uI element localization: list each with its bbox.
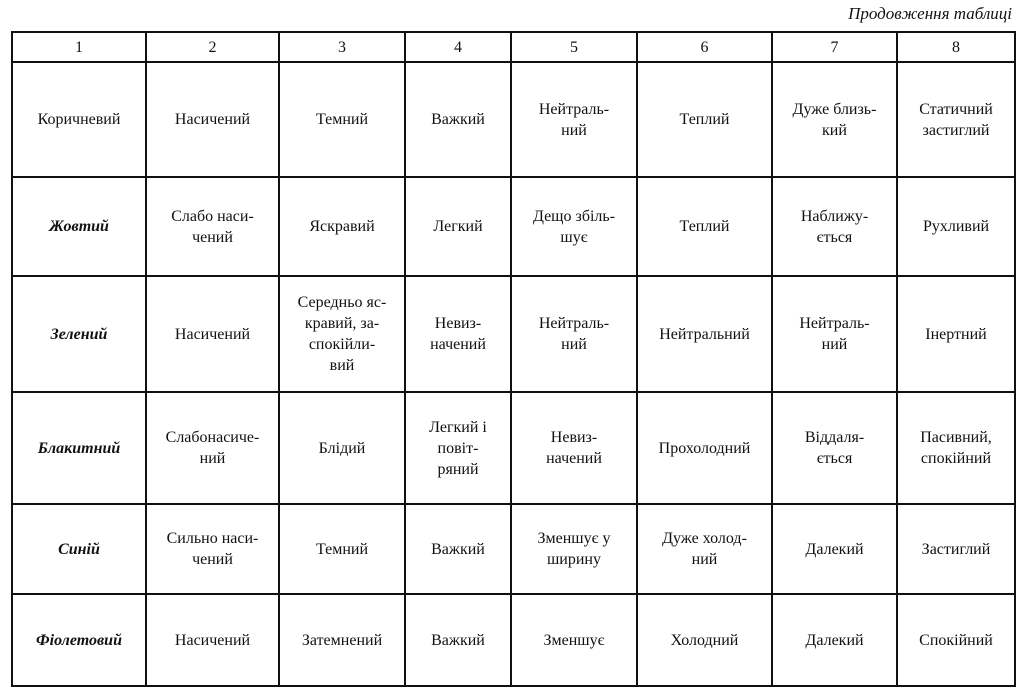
cell-text: Далекий	[805, 540, 864, 558]
cell-text: Зменшує у ширину	[537, 530, 611, 568]
cell-text: Рухливий	[922, 218, 990, 235]
table-cell	[772, 177, 897, 276]
color-name-cell	[12, 62, 146, 177]
cell-text: Блідий	[318, 439, 366, 457]
table-cell	[897, 276, 1015, 392]
column-number-5: 5	[511, 32, 637, 62]
cell-text: Слабо наси- чений	[171, 207, 254, 246]
color-name-text: Жовтий	[49, 218, 109, 235]
color-name-cell	[12, 276, 146, 392]
cell-text: Нейтраль- ний	[538, 100, 610, 139]
cell-text: Дуже близь- кий	[792, 100, 877, 139]
cell-text: Пасивний, спокійний	[920, 429, 992, 467]
table-row	[12, 392, 1015, 504]
table-cell	[511, 177, 637, 276]
table-cell	[897, 504, 1015, 594]
table-continuation-caption: Продовження таблиці	[848, 4, 1012, 23]
cell-text: Теплий	[679, 111, 730, 128]
cell-text: Слабонасиче- ний	[165, 429, 260, 467]
table-cell	[279, 504, 405, 594]
table-cell	[897, 62, 1015, 177]
table-row	[12, 504, 1015, 594]
table-cell	[772, 62, 897, 177]
cell-text: Невиз- начений	[546, 429, 602, 467]
column-number-1: 1	[12, 32, 146, 62]
column-number-3: 3	[279, 32, 405, 62]
table-cell	[146, 62, 279, 177]
column-number-7: 7	[772, 32, 897, 62]
table-cell	[405, 276, 511, 392]
table-cell	[637, 276, 772, 392]
table-row	[12, 594, 1015, 686]
table-cell	[146, 276, 279, 392]
table-cell	[637, 504, 772, 594]
table-cell	[405, 62, 511, 177]
table-cell	[146, 594, 279, 686]
color-name-cell	[12, 594, 146, 686]
table-cell	[511, 594, 637, 686]
table-cell	[772, 504, 897, 594]
cell-text: Сильно наси- чений	[166, 530, 259, 568]
table-cell	[146, 504, 279, 594]
cell-text: Легкий і повіт- ряний	[429, 418, 487, 478]
table-cell	[897, 594, 1015, 686]
color-name-text: Коричневий	[37, 111, 121, 128]
color-name-cell	[12, 392, 146, 504]
cell-text: Насичений	[174, 111, 251, 128]
table-cell	[405, 177, 511, 276]
table-cell	[405, 594, 511, 686]
table-cell	[146, 392, 279, 504]
color-name-text: Блакитний	[37, 439, 121, 457]
column-number-6: 6	[637, 32, 772, 62]
cell-text: Далекий	[805, 631, 864, 649]
cell-text: Спокійний	[919, 631, 993, 649]
table-cell	[279, 177, 405, 276]
cell-text: Нейтральний	[659, 325, 750, 343]
table-cell	[772, 594, 897, 686]
cell-text: Темний	[315, 111, 369, 128]
table-cell	[637, 594, 772, 686]
cell-text: Наближу- ється	[800, 207, 869, 246]
cell-text: Середньо яс- кравий, за- спокійли- вий	[297, 294, 387, 374]
table-cell	[637, 392, 772, 504]
color-properties-table	[11, 31, 1016, 687]
cell-text: Яскравий	[309, 218, 375, 235]
cell-text: Інертний	[925, 325, 987, 343]
table-cell	[897, 392, 1015, 504]
table-cell	[637, 177, 772, 276]
cell-text: Статичний застиглий	[919, 100, 993, 139]
cell-text: Нейтраль- ний	[799, 315, 870, 353]
cell-text: Насичений	[174, 631, 251, 649]
table-row	[12, 62, 1015, 177]
table-row	[12, 276, 1015, 392]
cell-text: Віддаля- ється	[804, 429, 865, 467]
table-cell	[279, 276, 405, 392]
color-name-text: Зелений	[50, 325, 108, 343]
table-cell	[772, 392, 897, 504]
cell-text: Насичений	[174, 325, 251, 343]
color-name-text: Фіолетовий	[36, 631, 122, 649]
cell-text: Затемнений	[301, 631, 383, 649]
table-cell	[146, 177, 279, 276]
cell-text: Холодний	[670, 631, 739, 649]
cell-text: Темний	[315, 540, 369, 558]
cell-text: Дещо збіль- шує	[532, 207, 616, 246]
table-cell	[279, 392, 405, 504]
cell-text: Легкий	[433, 218, 483, 235]
cell-text: Дуже холод- ний	[662, 530, 747, 568]
table-cell	[772, 276, 897, 392]
cell-text: Важкий	[431, 631, 485, 649]
cell-text: Важкий	[431, 540, 485, 558]
column-number-4: 4	[405, 32, 511, 62]
table-cell	[511, 504, 637, 594]
column-number-8: 8	[897, 32, 1015, 62]
table-cell	[637, 62, 772, 177]
table-cell	[511, 276, 637, 392]
cell-text: Важкий	[431, 111, 485, 128]
cell-text: Нейтраль- ний	[538, 315, 610, 353]
cell-text: Теплий	[679, 218, 730, 235]
table-cell	[279, 594, 405, 686]
table-cell	[897, 177, 1015, 276]
table-cell	[511, 392, 637, 504]
column-number-2: 2	[146, 32, 279, 62]
table-cell	[405, 504, 511, 594]
table-header-row	[12, 32, 1015, 62]
table-row	[12, 177, 1015, 276]
color-name-text: Синій	[58, 540, 100, 558]
table-cell	[279, 62, 405, 177]
color-name-cell	[12, 504, 146, 594]
table-cell	[405, 392, 511, 504]
table-cell	[511, 62, 637, 177]
cell-text: Застиглий	[921, 540, 991, 558]
cell-text: Невиз- начений	[430, 315, 486, 353]
cell-text: Прохолодний	[658, 439, 751, 457]
cell-text: Зменшує	[543, 631, 605, 649]
color-name-cell	[12, 177, 146, 276]
